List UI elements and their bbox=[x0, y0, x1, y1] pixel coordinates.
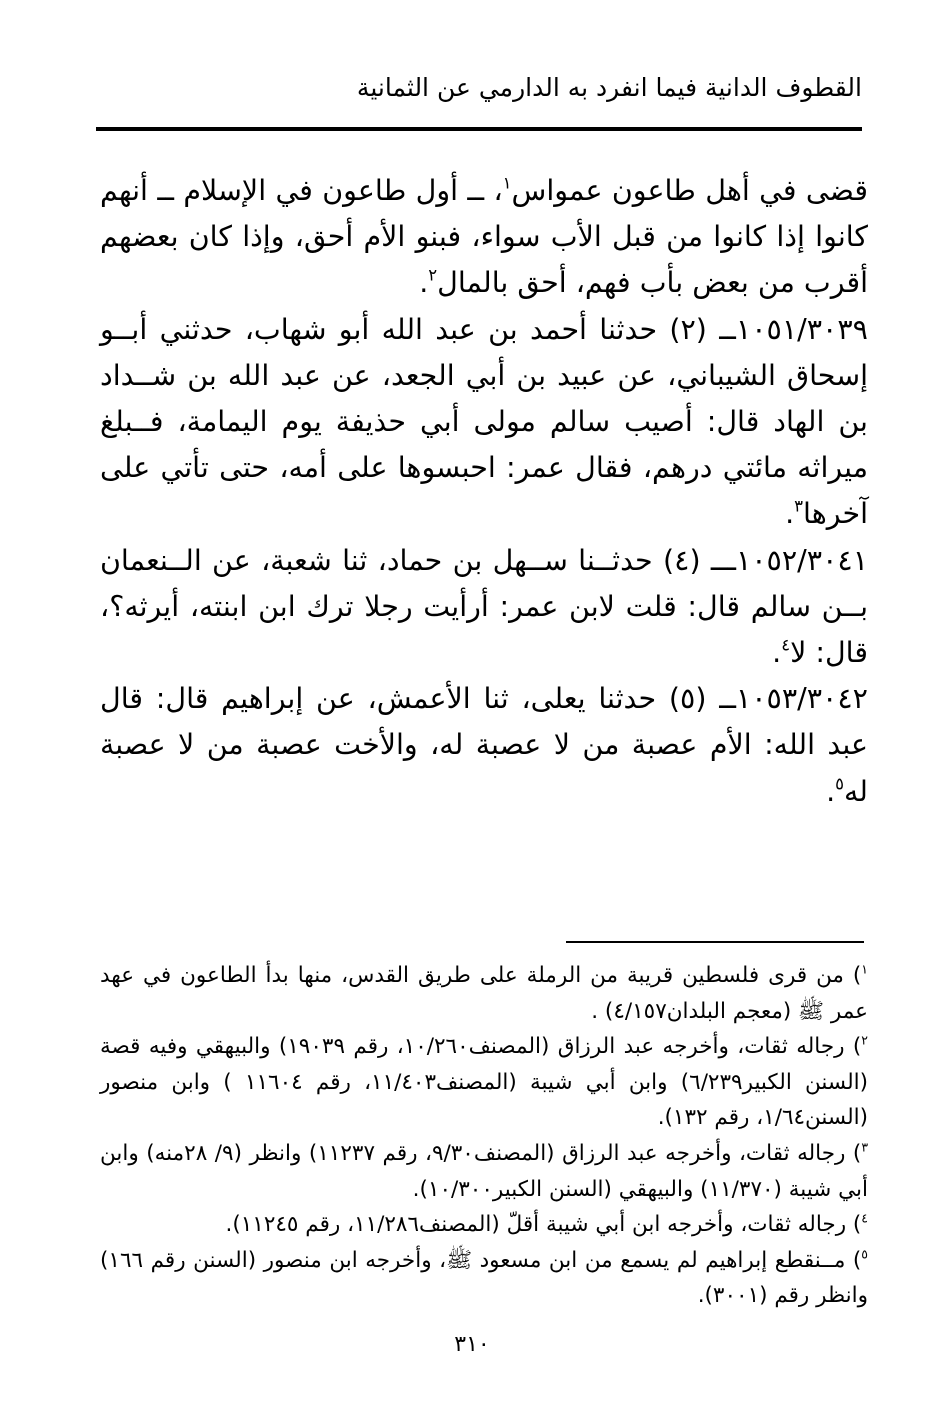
footnote-1 bbox=[100, 958, 868, 1029]
footnote-5-number: ٥ bbox=[861, 1246, 868, 1262]
footnote-1-text: ) من قرى فلسطين قريبة من الرملة على طريق القدس، منها بدأ الطاعون في عهد عمر ﷺ (معجم البلدان٤/١٥٧) . bbox=[100, 963, 868, 1024]
footnote-2-text: ) رجاله ثقات، وأخرجه عبد الرزاق (المصنف١٠/٢٦٠، رقم ١٩٠٣٩) والبيهقي وفيه قصة (السنن الكبير٦/٢٣٩) وابن أبي شيبة (المصنف١١/٤٠٣، رقم ١١٦٠٤ ) وابن منصور (السنن١/٦٤، رقم ١٣٢). bbox=[100, 1034, 868, 1131]
header-rule bbox=[96, 127, 862, 131]
page-number: ٣١٠ bbox=[454, 1332, 490, 1357]
footnote-ref-3: ٣ bbox=[794, 496, 804, 516]
footnote-5-text: ) مــنقطع إبراهيم لم يسمع من ابن مسعود ﷺ، وأخرجه ابن منصور (السنن رقم ١٦٦) وانظر رقم (٣٠٠١). bbox=[100, 1247, 868, 1309]
footnote-separator bbox=[566, 941, 864, 943]
main-text bbox=[100, 168, 868, 815]
footnote-5 bbox=[100, 1243, 868, 1314]
hadith-1053-text: ١٠٥٣/٣٠٤٢ــ (٥) حدثنا يعلى، ثنا الأعمش، عن إبراهيم قال: قال عبد الله: الأم عصبة من لا عصبة له، والأخت عصبة من لا عصبة له bbox=[100, 682, 868, 808]
hadith-1052-end: . bbox=[772, 636, 782, 670]
hadith-1052-text: ١٠٥٢/٣٠٤١ـــ (٤) حدثــنا ســهل بن حماد، ثنا شعبة، عن الــنعمان بــن سالم قال: قلت لابن عمر: أرأيت رجلا ترك ابن ابنته، أيرثه؟، قال: لا bbox=[100, 543, 869, 670]
footnote-3-number: ٣ bbox=[861, 1139, 869, 1155]
footnote-3-text: ) رجاله ثقات، وأخرجه عبد الرزاق (المصنف٩/٣٠، رقم ١١٢٣٧) وانظر (٩/ ٢٨منه) وابن أبي شيبة (١١/٣٧٠) والبيهقي (السنن الكبير١٠/٣٠٠). bbox=[100, 1140, 868, 1202]
footnote-1-number: ١ bbox=[861, 961, 868, 977]
hadith-1051-text: ١٠٥١/٣٠٣٩ــ (٢) حدثنا أحمد بن عبد الله أبو شهاب، حدثني أبــو إسحاق الشيباني، عن عبيد بن أبي الجعد، عن عبد الله بن شــداد بن الهاد قال: أصيب سالم مولى أبي حذيفة يوم اليمامة، فــبلغ ميراثه مائتي درهم، فقال عمر: احبسوها على أمه، حتى تأتي على آخرها bbox=[100, 312, 868, 531]
hadith-1053-end: . bbox=[826, 774, 836, 808]
hadith-1052 bbox=[100, 538, 868, 677]
hadith-1053 bbox=[100, 676, 868, 815]
paragraph-1 bbox=[100, 168, 868, 307]
footnote-4 bbox=[100, 1207, 868, 1243]
footnotes bbox=[100, 958, 868, 1314]
footnote-ref-1: ١ bbox=[502, 173, 512, 193]
footnote-3 bbox=[100, 1136, 868, 1207]
footnote-2 bbox=[100, 1029, 868, 1136]
paragraph-1-text-b: ، ــ أول طاعون في الإسلام ــ أنهم كانوا إذا كانوا من قبل الأب سواء، فبنو الأم أحق، وإذا كان بعضهم أقرب من بعض بأب فهم، أحق بالمال bbox=[100, 174, 868, 300]
footnote-ref-5: ٥ bbox=[835, 774, 845, 794]
footnote-ref-4: ٤ bbox=[781, 635, 791, 655]
footnote-4-number: ٤ bbox=[861, 1210, 868, 1226]
hadith-1051 bbox=[100, 307, 868, 538]
paragraph-1-end: . bbox=[419, 266, 429, 300]
hadith-1051-end: . bbox=[785, 497, 795, 531]
footnote-4-text: ) رجاله ثقات، وأخرجه ابن أبي شيبة أقلّ (المصنف١١/٢٨٦، رقم ١١٢٤٥). bbox=[225, 1212, 862, 1238]
paragraph-1-text-a: قضى في أهل طاعون عمواس bbox=[511, 174, 868, 207]
running-header: القطوف الدانية فيما انفرد به الدارمي عن الثمانية bbox=[356, 73, 862, 102]
footnote-2-number: ٢ bbox=[861, 1032, 868, 1048]
footnote-ref-2: ٢ bbox=[428, 265, 438, 285]
